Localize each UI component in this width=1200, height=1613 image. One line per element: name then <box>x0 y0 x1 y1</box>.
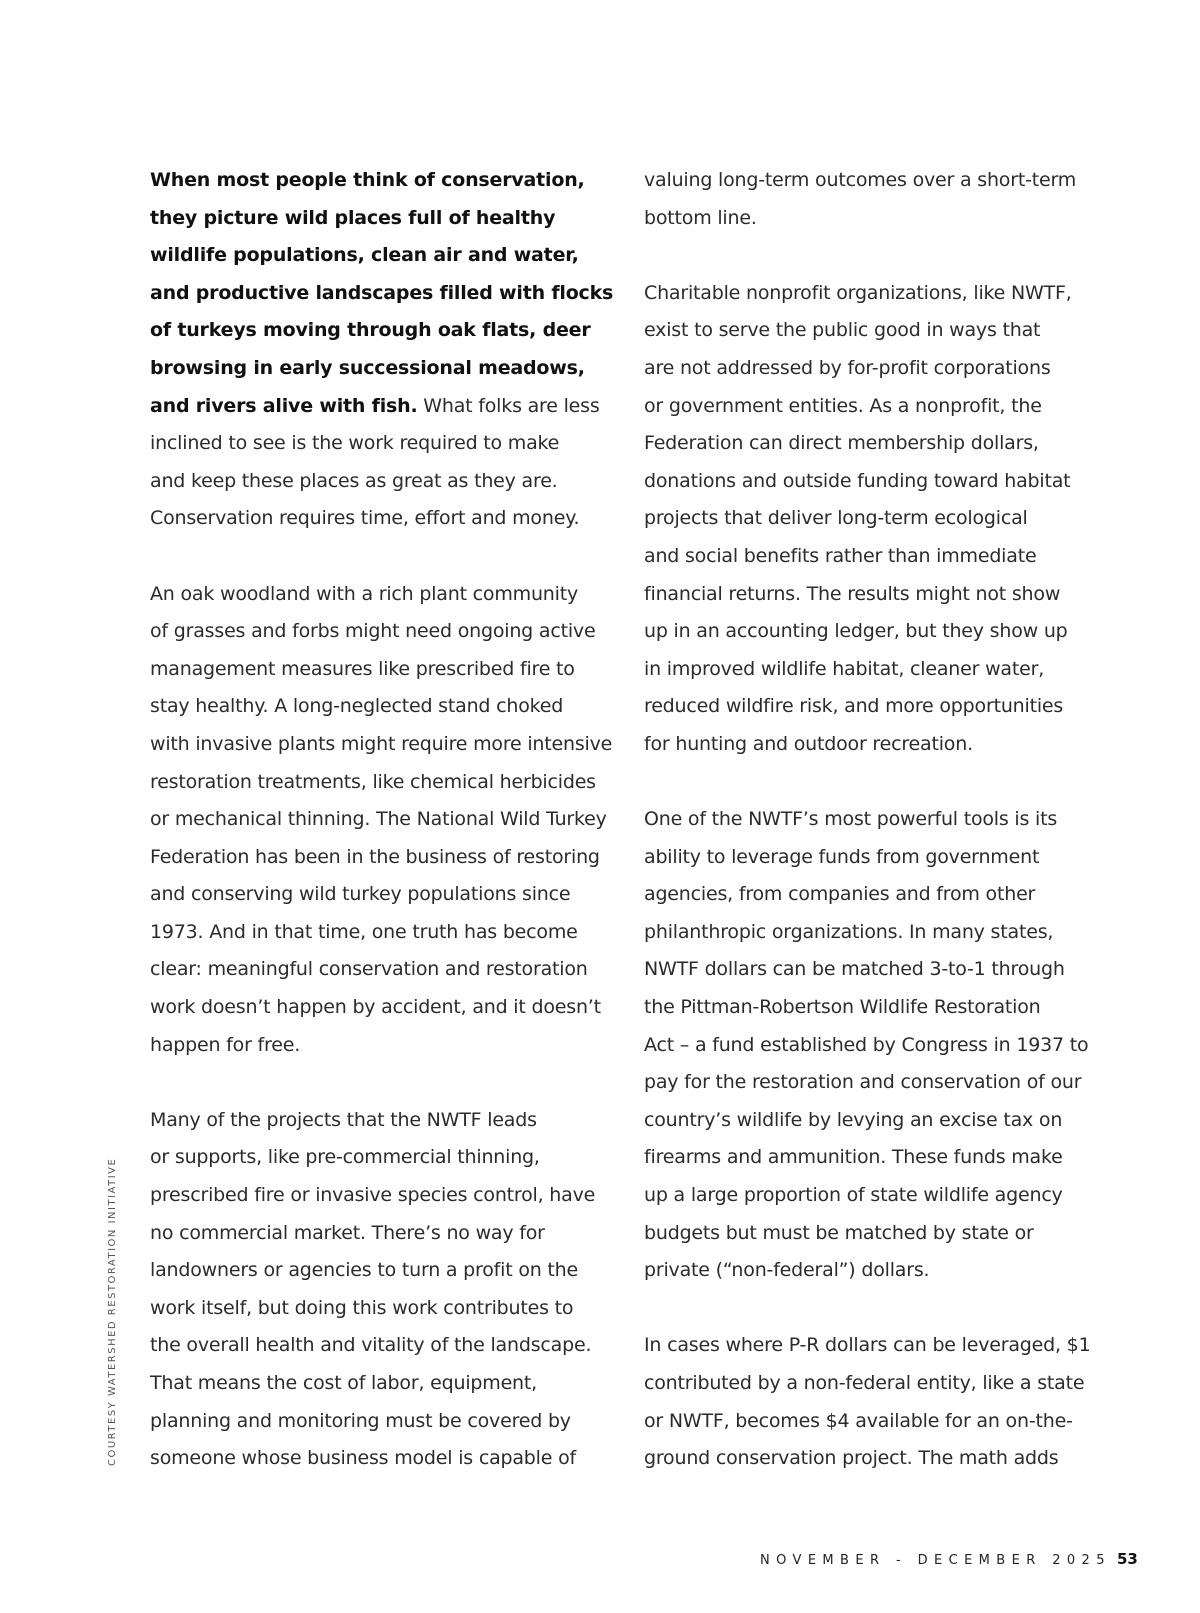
text-line: or government entities. As a nonprofit, the <box>644 394 1042 417</box>
text-line: up in an accounting ledger, but they show up <box>644 620 1068 643</box>
left-column <box>150 162 614 1478</box>
text-line: firearms and ammunition. These funds make <box>644 1146 1063 1169</box>
text-line: or supports, like pre-commercial thinning, <box>150 1146 540 1169</box>
text-line: valuing long-term outcomes over a short-term <box>644 169 1077 191</box>
text-line: financial returns. The results might not show <box>644 582 1061 605</box>
text-line: NWTF dollars can be matched 3-to-1 through <box>644 958 1065 981</box>
text-line: they picture wild places full of healthy <box>150 206 556 229</box>
text-line: and conserving wild turkey populations since <box>150 883 571 906</box>
text-line: budgets but must be matched by state or <box>644 1221 1034 1244</box>
text-line: bottom line. <box>644 206 757 229</box>
text-line: prescribed fire or invasive species control, have <box>150 1184 596 1207</box>
text-line: clear: meaningful conservation and restoration <box>150 958 588 981</box>
text-line: are not addressed by for-profit corporations <box>644 356 1051 379</box>
regular-text: What folks are less <box>417 394 600 417</box>
text-line: country’s wildlife by levying an excise tax on <box>644 1108 1063 1131</box>
text-line: Conservation requires time, effort and money. <box>150 507 580 530</box>
text-line: and productive landscapes filled with flocks <box>150 281 614 304</box>
text-line: One of the NWTF’s most powerful tools is its <box>644 808 1058 831</box>
text-line: restoration treatments, like chemical herbicides <box>150 770 596 793</box>
intro-paragraph <box>150 162 614 538</box>
text-line: That means the cost of labor, equipment, <box>150 1372 537 1394</box>
text-line: work doesn’t happen by accident, and it doesn’t <box>150 996 601 1019</box>
text-line: agencies, from companies and from other <box>644 883 1036 906</box>
photo-credit: COURTESY WATERSHED RESTORATION INITIATIVE <box>107 1157 118 1466</box>
text-line: reduced wildfire risk, and more opportunities <box>644 695 1064 718</box>
text-line: wildlife populations, clean air and water, <box>150 244 579 267</box>
text-line: donations and outside funding toward habitat <box>644 469 1071 492</box>
text-line: An oak woodland with a rich plant community <box>150 582 579 605</box>
text-line: When most people think of conservation, <box>150 169 585 191</box>
nonprofit-paragraph <box>644 275 1104 764</box>
text-line: projects that deliver long-term ecological <box>644 507 1028 530</box>
text-line: inclined to see is the work required to make <box>150 432 560 455</box>
page-number: 53 <box>1117 1550 1138 1568</box>
text-line: someone whose business model is capable of <box>150 1447 576 1470</box>
text-line: planning and monitoring must be covered by <box>150 1409 571 1432</box>
text-line: Many of the projects that the NWTF leads <box>150 1108 537 1131</box>
text-line: browsing in early successional meadows, <box>150 356 585 379</box>
text-line: Federation has been in the business of restoring <box>150 845 600 868</box>
text-line: philanthropic organizations. In many states, <box>644 920 1054 943</box>
text-line: landowners or agencies to turn a profit on the <box>150 1259 579 1282</box>
text-line: or mechanical thinning. The National Wild Turkey <box>150 808 607 831</box>
text-line: management measures like prescribed fire to <box>150 657 575 680</box>
leverage-paragraph <box>644 801 1104 1290</box>
math-paragraph <box>644 1327 1104 1477</box>
text-line: exist to serve the public good in ways that <box>644 319 1041 342</box>
text-line-mixed <box>150 388 605 426</box>
text-line: the Pittman-Robertson Wildlife Restoration <box>644 996 1041 1019</box>
text-line: of grasses and forbs might need ongoing active <box>150 620 596 643</box>
text-line: contributed by a non-federal entity, like a state <box>644 1372 1085 1394</box>
text-line: pay for the restoration and conservation of our <box>644 1071 1082 1094</box>
text-line: Federation can direct membership dollars, <box>644 432 1039 455</box>
projects-paragraph <box>150 1102 605 1478</box>
text-line: in improved wildlife habitat, cleaner water, <box>644 657 1045 680</box>
text-line: and social benefits rather than immediate <box>644 544 1037 567</box>
text-line: of turkeys moving through oak flats, deer <box>150 319 591 342</box>
text-line: 1973. And in that time, one truth has become <box>150 920 578 943</box>
text-line: ground conservation project. The math adds <box>644 1447 1059 1470</box>
text-line: Charitable nonprofit organizations, like NWTF, <box>644 281 1072 304</box>
text-line: In cases where P-R dollars can be leveraged, $1 <box>644 1334 1091 1357</box>
text-line: Act – a fund established by Congress in 1937 to <box>644 1033 1089 1056</box>
text-line: work itself, but doing this work contributes to <box>150 1296 574 1319</box>
text-line: for hunting and outdoor recreation. <box>644 732 973 755</box>
text-line: ability to leverage funds from government <box>644 845 1040 868</box>
text-line: and keep these places as great as they are. <box>150 469 558 492</box>
text-line: the overall health and vitality of the landscape. <box>150 1334 592 1357</box>
continuation-paragraph <box>644 162 1104 237</box>
text-line: stay healthy. A long-neglected stand choked <box>150 695 564 718</box>
text-line: up a large proportion of state wildlife agency <box>644 1184 1063 1207</box>
issue-date: NOVEMBER - DECEMBER 2025 <box>760 1553 1111 1568</box>
right-column <box>644 162 1104 1478</box>
text-line: happen for free. <box>150 1033 301 1056</box>
text-line: with invasive plants might require more intensive <box>150 732 613 755</box>
bold-text: and rivers alive with fish. <box>150 394 418 417</box>
text-line: private (“non-federal”) dollars. <box>644 1259 930 1282</box>
text-line: or NWTF, becomes $4 available for an on-the- <box>644 1409 1073 1432</box>
oak-woodland-paragraph <box>150 576 613 1065</box>
text-line: no commercial market. There’s no way for <box>150 1221 545 1244</box>
